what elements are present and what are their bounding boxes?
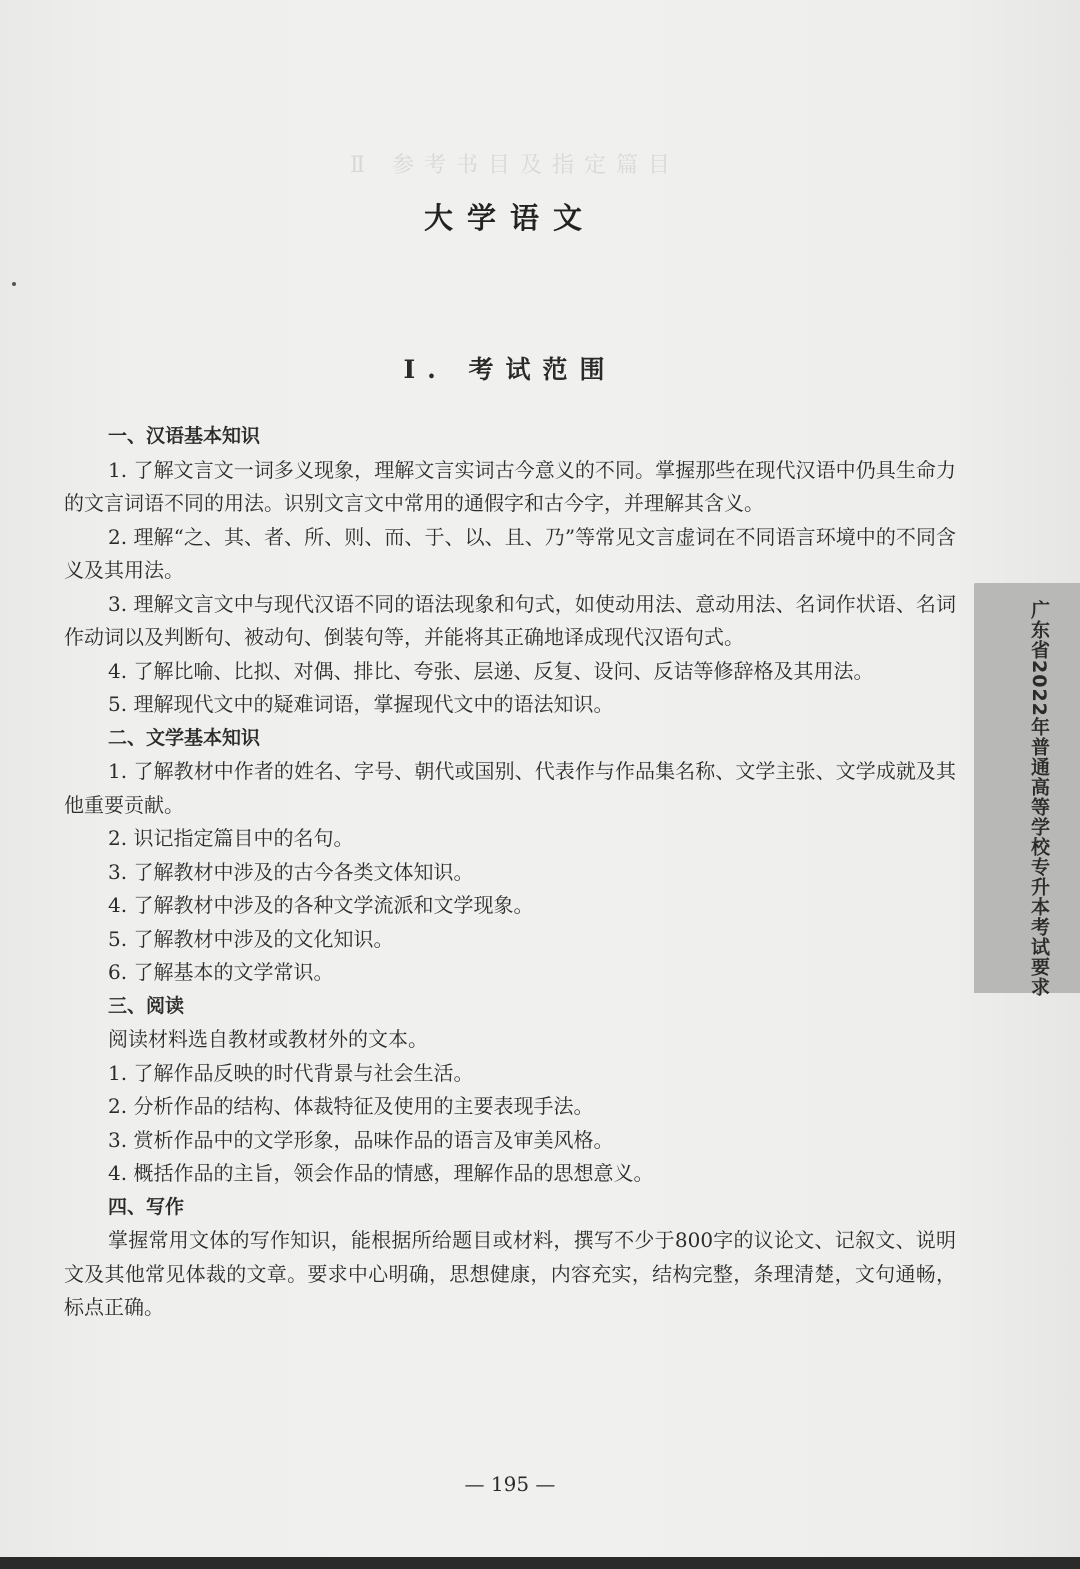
list-item: 3. 了解教材中涉及的古今各类文体知识。 — [108, 859, 474, 884]
section-heading: 三、阅读 — [108, 994, 185, 1017]
section-heading: 四、写作 — [108, 1195, 185, 1218]
side-tab-label: 广东省2022年普通高等学校专升本考试要求 — [1028, 600, 1050, 997]
list-item: 6. 了解基本的文学常识。 — [108, 960, 334, 984]
page-title: 大学语文 — [423, 201, 596, 235]
list-item: 5. 理解现代文中的疑难词语，掌握现代文中的语法知识。 — [108, 692, 614, 716]
list-item: 4. 了解教材中涉及的各种文学流派和文学现象。 — [108, 893, 534, 917]
list-item: 4. 了解比喻、比拟、对偶、排比、夸张、层递、反复、设问、反诘等修辞格及其用法。 — [108, 658, 874, 683]
section-intro: 阅读材料选自教材或教材外的文本。 — [108, 1027, 428, 1051]
page-number: — 195 — — [464, 1472, 556, 1496]
list-item: 3. 赏析作品中的文学形象，品味作品的语言及审美风格。 — [108, 1127, 614, 1152]
list-item: 2. 识记指定篇目中的名句。 — [108, 826, 354, 850]
section-heading: 一、汉语基本知识 — [108, 425, 261, 447]
list-item: 1. 了解教材中作者的姓名、字号、朝代或国别、代表作与作品集名称、文学主张、文学成就及其他重要贡献。 — [64, 759, 956, 817]
section-paragraph: 掌握常用文体的写作知识，能根据所给题目或材料，撰写不少于800字的议论文、记叙文、说明文及其他常见体裁的文章。要求中心明确，思想健康，内容充实，结构完整，条理清楚，文句通畅，标点正确。 — [64, 1228, 956, 1319]
list-item: 5. 了解教材中涉及的文化知识。 — [108, 926, 394, 951]
scan-edge — [0, 1557, 1080, 1569]
list-item: 3. 理解文言文中与现代汉语不同的语法现象和句式，如使动用法、意动用法、名词作状语、名词作动词以及判断句、被动句、倒装句等，并能将其正确地译成现代汉语句式。 — [64, 591, 956, 649]
list-item: 1. 了解作品反映的时代背景与社会生活。 — [108, 1060, 474, 1085]
list-item: 2. 理解“之、其、者、所、则、而、于、以、且、乃”等常见文言虚词在不同语言环境中的不同含义及其用法。 — [64, 524, 956, 582]
section-heading: 二、文学基本知识 — [108, 726, 261, 749]
faded-header: Ⅱ 参考书目及指定篇目 — [350, 153, 680, 178]
list-item: 1. 了解文言文一词多义现象，理解文言实词古今意义的不同。掌握那些在现代汉语中仍具生命力的文言词语不同的用法。识别文言文中常用的通假字和古今字，并理解其含义。 — [64, 457, 956, 515]
section-title: Ⅰ. 考试范围 — [403, 355, 617, 384]
list-item: 4. 概括作品的主旨，领会作品的情感，理解作品的思想意义。 — [108, 1161, 654, 1185]
scan-speck — [12, 282, 16, 286]
list-item: 2. 分析作品的结构、体裁特征及使用的主要表现手法。 — [108, 1094, 594, 1118]
main-content — [64, 420, 956, 1325]
